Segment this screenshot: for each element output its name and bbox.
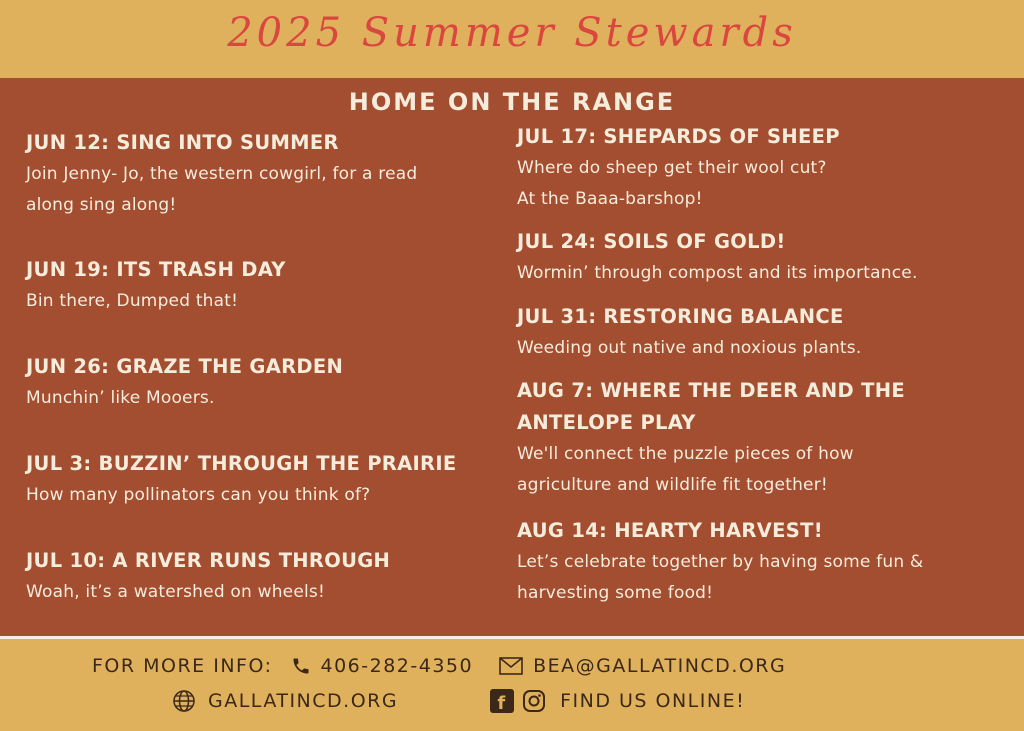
envelope-icon [499,657,523,675]
event-description-line: Weeding out native and noxious plants. [517,338,862,358]
panel-divider [0,636,1024,639]
event-description-line: Join Jenny- Jo, the western cowgirl, for a read [26,164,418,184]
event-title: JUL 17: SHEPARDS OF SHEEP [517,125,840,148]
event-jun-26 [26,351,496,414]
page-title: 2025 Summer Stewards [227,10,797,56]
event-jun-19 [26,254,496,317]
event-description-line: harvesting some food! [517,583,714,603]
event-description-line: At the Baaa-barshop! [517,189,703,209]
event-description-line: Munchin’ like Mooers. [26,388,215,408]
event-jun-12 [26,127,496,221]
event-jul-31 [517,301,987,364]
event-title: JUL 24: SOILS OF GOLD! [517,230,786,253]
event-description-line: Woah, it’s a watershed on wheels! [26,582,325,602]
event-description-line: agriculture and wildlife fit together! [517,475,828,495]
event-description-line: Where do sheep get their wool cut? [517,158,827,178]
email-link[interactable]: BEA@GALLATINCD.ORG [533,655,787,677]
footer-online-row [172,689,745,713]
event-title: JUN 19: ITS TRASH DAY [26,258,286,281]
instagram-icon[interactable] [522,689,546,713]
event-title: JUN 26: GRAZE THE GARDEN [26,355,344,378]
globe-icon [172,689,196,713]
event-description-line: We'll connect the puzzle pieces of how [517,444,854,464]
event-description-line: Bin there, Dumped that! [26,291,239,311]
event-description-line: Let’s celebrate together by having some fun & [517,552,924,572]
event-title: AUG 14: HEARTY HARVEST! [517,519,823,542]
event-title: JUL 10: A RIVER RUNS THROUGH [26,549,391,572]
facebook-icon[interactable]: f [490,689,514,713]
event-aug-7 [517,375,987,501]
event-title: JUL 31: RESTORING BALANCE [517,305,844,328]
event-aug-14 [517,515,987,609]
event-title: JUN 12: SING INTO SUMMER [26,131,339,154]
website-link[interactable]: GALLATINCD.ORG [208,690,399,712]
event-jul-3 [26,448,496,511]
event-jul-10 [26,545,496,608]
event-title: JUL 3: BUZZIN’ THROUGH THE PRAIRIE [26,452,457,475]
event-jul-24 [517,226,987,289]
event-title: ANTELOPE PLAY [517,411,696,434]
event-description-line: Wormin’ through compost and its importance. [517,263,918,283]
more-info-label: FOR MORE INFO: [92,655,273,677]
event-jul-17 [517,121,987,215]
find-us-online-label: FIND US ONLINE! [560,690,746,712]
event-description-line: along sing along! [26,195,177,215]
event-description-line: How many pollinators can you think of? [26,485,371,505]
footer-contact-row [92,655,786,677]
phone-number-link[interactable]: 406-282-4350 [320,655,474,677]
section-heading: HOME ON THE RANGE [348,88,676,116]
phone-icon [291,656,311,676]
event-title: AUG 7: WHERE THE DEER AND THE [517,379,905,402]
